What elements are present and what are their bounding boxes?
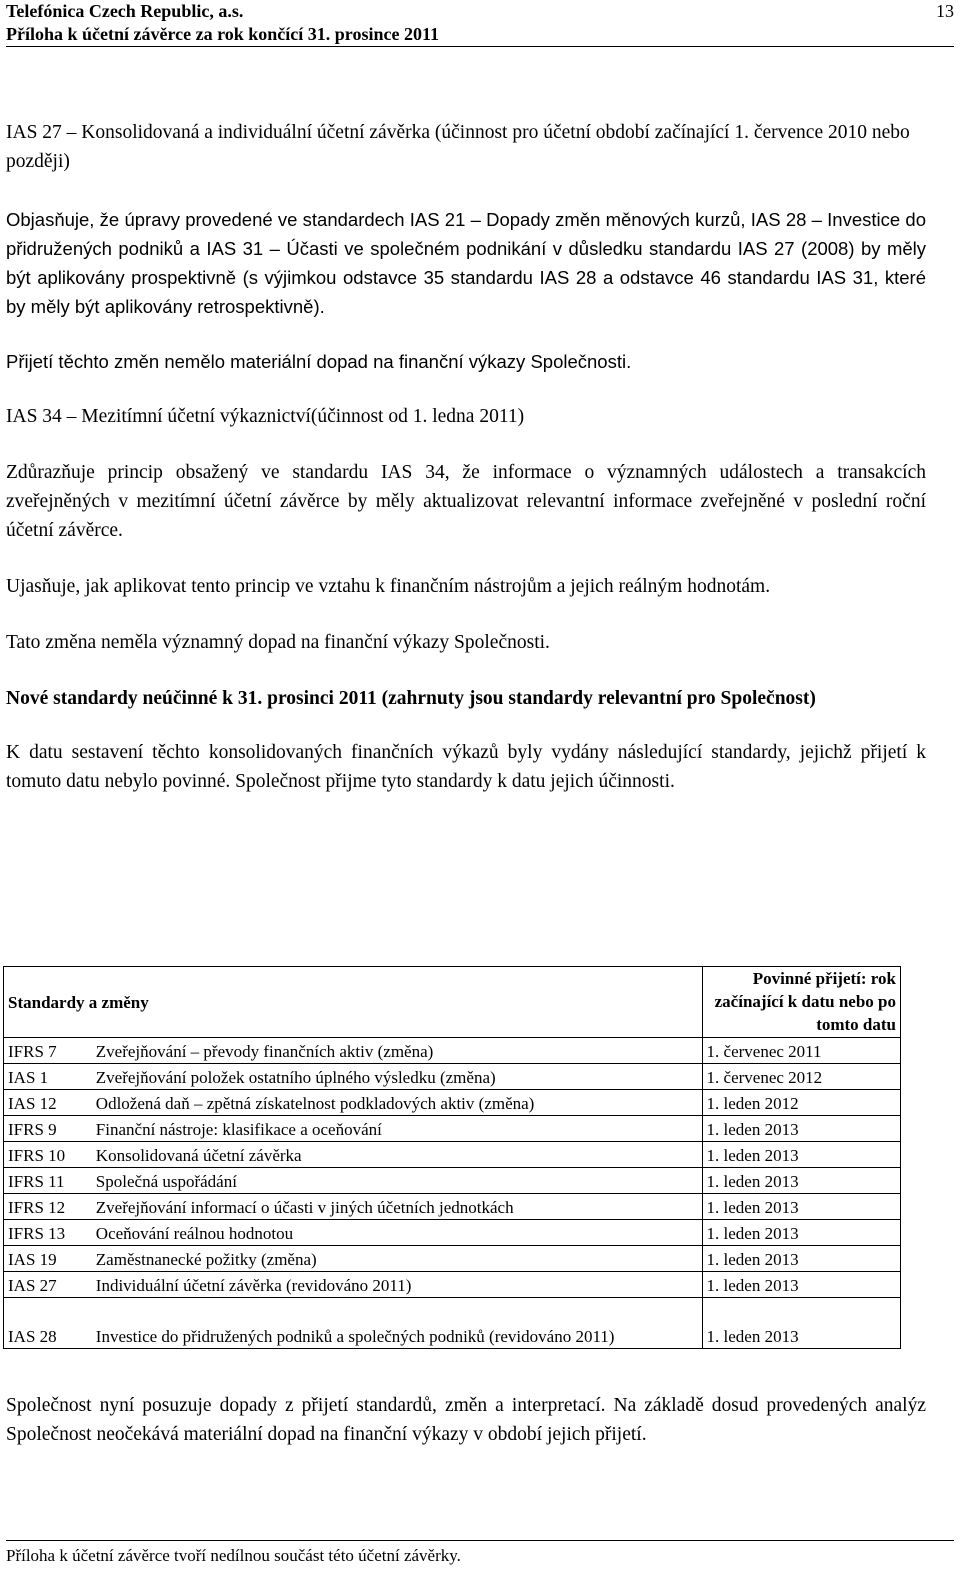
effective-date-cell: 1. leden 2013 — [702, 1168, 900, 1194]
standard-code-cell: IFRS 7 — [4, 1038, 92, 1064]
page-header — [6, 0, 954, 47]
table-row — [4, 1168, 901, 1194]
standard-name-cell: Individuální účetní závěrka (revidováno 2011) — [92, 1272, 702, 1298]
new-standards-body: K datu sestavení těchto konsolidovaných finančních výkazů byly vydány následující standardy, jejichž přijetí k tomuto datu nebylo povinné. Společnost přijme tyto standardy k datu jejich účinnosti. — [6, 742, 926, 792]
closing-paragraph: Společnost nyní posuzuje dopady z přijetí standardů, změn a interpretací. Na základě dosud provedených analýz Společnost neočekává materiální dopad na finanční výkazy v období jejich přijetí. — [6, 1395, 926, 1445]
table-row — [4, 1246, 901, 1272]
effective-date-cell: 1. leden 2013 — [702, 1298, 900, 1349]
table-row — [4, 1220, 901, 1246]
standard-code-cell: IAS 1 — [4, 1064, 92, 1090]
ias34-body-2: Ujasňuje, jak aplikovat tento princip ve vztahu k finančním nástrojům a jejich reálným hodnotám. — [6, 576, 771, 597]
effective-date-cell: 1. leden 2013 — [702, 1246, 900, 1272]
standard-code-cell: IFRS 11 — [4, 1168, 92, 1194]
standard-name-cell: Investice do přidružených podniků a společných podniků (revidováno 2011) — [92, 1298, 702, 1349]
new-standards-heading: Nové standardy neúčinné k 31. prosinci 2011 (zahrnuty jsou standardy relevantní pro Společnost) — [6, 688, 816, 709]
table-row — [4, 1272, 901, 1298]
table-header-standards: Standardy a změny — [4, 967, 703, 1038]
ias34-body: Zdůrazňuje princip obsažený ve standardu IAS 34, že informace o významných událostech a transakcích zveřejněných v mezitímní účetní závěrce by měly aktualizovat relevantní informace zveřejněné v poslední roční účetní závěrce. — [6, 462, 926, 541]
ias34-impact: Tato změna neměla významný dopad na finanční výkazy Společnosti. — [6, 632, 550, 653]
ias27-body: Objasňuje, že úpravy provedené ve standardech IAS 21 – Dopady změn měnových kurzů, IAS 28 – Investice do přidružených podniků a IAS 31 – Účasti ve společném podnikání v důsledku standardu IAS 27 (2008) by měly být aplikovány prospektivně (s výjimkou odstavce 35 standardu IAS 28 a odstavce 46 standardu IAS 31, které by měly být aplikovány retrospektivně). — [6, 209, 926, 317]
table-row — [4, 1116, 901, 1142]
standard-name-cell: Zveřejňování – převody finančních aktiv (změna) — [92, 1038, 702, 1064]
ias27-heading: IAS 27 – Konsolidovaná a individuální účetní závěrka (účinnost pro účetní období začínající 1. července 2010 nebo později) — [6, 122, 910, 172]
table-row — [4, 1064, 901, 1090]
standard-name-cell: Odložená daň – zpětná získatelnost podkladových aktiv (změna) — [92, 1090, 702, 1116]
standard-code-cell: IFRS 9 — [4, 1116, 92, 1142]
standard-code-cell: IAS 12 — [4, 1090, 92, 1116]
table-row — [4, 1142, 901, 1168]
table-row — [4, 1090, 901, 1116]
effective-date-cell: 1. leden 2013 — [702, 1116, 900, 1142]
document-subtitle: Příloha k účetní závěrce za rok končící 31. prosince 2011 — [6, 24, 439, 44]
standard-code-cell: IAS 27 — [4, 1272, 92, 1298]
table-row — [4, 1194, 901, 1220]
ias27-impact: Přijetí těchto změn nemělo materiální dopad na finanční výkazy Společnosti. — [6, 351, 632, 372]
standard-name-cell: Zveřejňování položek ostatního úplného výsledku (změna) — [92, 1064, 702, 1090]
effective-date-cell: 1. červenec 2012 — [702, 1064, 900, 1090]
page-number: 13 — [936, 1, 954, 21]
effective-date-cell: 1. leden 2013 — [702, 1220, 900, 1246]
standard-name-cell: Společná uspořádání — [92, 1168, 702, 1194]
standard-code-cell: IFRS 13 — [4, 1220, 92, 1246]
page-footer: Příloha k účetní závěrce tvoří nedílnou součást této účetní závěrky. — [6, 1540, 954, 1571]
standard-name-cell: Zaměstnanecké požitky (změna) — [92, 1246, 702, 1272]
standards-table — [3, 966, 901, 1349]
standard-code-cell: IAS 28 — [4, 1298, 92, 1349]
table-header-effective: Povinné přijetí: rok začínající k datu nebo po tomto datu — [702, 967, 900, 1038]
ias34-heading: IAS 34 – Mezitímní účetní výkaznictví(účinnost od 1. ledna 2011) — [6, 406, 525, 427]
effective-date-cell: 1. červenec 2011 — [702, 1038, 900, 1064]
effective-date-cell: 1. leden 2012 — [702, 1090, 900, 1116]
standard-name-cell: Konsolidovaná účetní závěrka — [92, 1142, 702, 1168]
standard-code-cell: IAS 19 — [4, 1246, 92, 1272]
table-row — [4, 1298, 901, 1349]
effective-date-cell: 1. leden 2013 — [702, 1272, 900, 1298]
effective-date-cell: 1. leden 2013 — [702, 1194, 900, 1220]
main-content — [6, 118, 926, 796]
standard-name-cell: Zveřejňování informací o účasti v jiných účetních jednotkách — [92, 1194, 702, 1220]
standard-code-cell: IFRS 12 — [4, 1194, 92, 1220]
table-row — [4, 1038, 901, 1064]
company-name: Telefónica Czech Republic, a.s. — [6, 1, 244, 21]
standard-code-cell: IFRS 10 — [4, 1142, 92, 1168]
table-header-row — [4, 967, 901, 1038]
effective-date-cell: 1. leden 2013 — [702, 1142, 900, 1168]
standard-name-cell: Oceňování reálnou hodnotou — [92, 1220, 702, 1246]
standard-name-cell: Finanční nástroje: klasifikace a oceňování — [92, 1116, 702, 1142]
table-body — [4, 1038, 901, 1349]
